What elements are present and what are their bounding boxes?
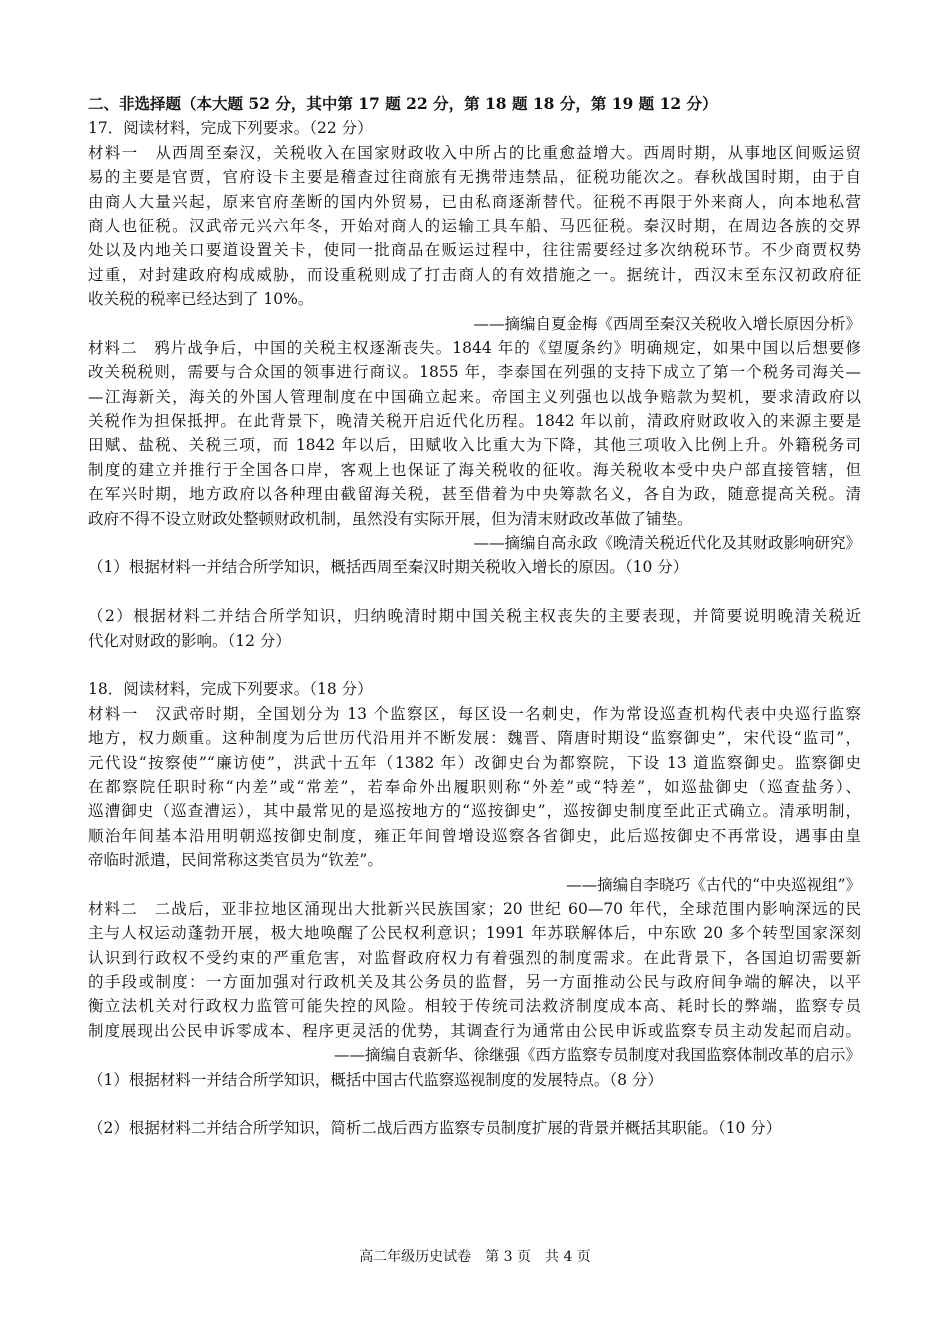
q17-material-2-source: ——摘编自高永政《晚清关税近代化及其财政影响研究》 [473,534,861,553]
paragraph-line: 商人也征税。汉武帝元兴六年冬，开始对商人的运输工具车船、马匹征税。秦汉时期，在周边各族的交界 [88,216,861,235]
q18-material-1 [88,702,861,873]
paragraph-line: 材料一 从西周至秦汉，关税收入在国家财政收入中所占的比重愈益增大。西周时期，从事地区间贩运贸 [88,143,861,162]
paragraph-line: 在都察院任职时称“内差”或“常差”，若奉命外出履职则称“外差”或“特差”，如巡盐御史（巡查盐务）、 [88,777,861,796]
paragraph-line: —江海新关，海关的外国人管理制度在中国确立起来。帝国主义列强也以战争赔款为契机，要求清政府以 [88,387,861,406]
paragraph-line: 制度展现出公民申诉零成本、程序更灵活的优势，其调查行为通常由公民申诉或监察专员主动发起而启动。 [88,1021,861,1040]
paragraph-line: 由商人大量兴起，原来官府垄断的国内外贸易，已由私商逐渐替代。征税不再限于外来商人，向本地私营 [88,192,861,211]
q17-intro: 17．阅读材料，完成下列要求。（22 分） [88,119,373,138]
paragraph-line: 政府不得不设立财政处整顿财政机制，虽然没有实际开展，但为清末财政改革做了铺垫。 [88,509,693,528]
q17-material-1 [88,141,861,312]
paragraph-line: 主与人权运动蓬勃开展，极大地唤醒了公民权利意识；1991 年苏联解体后，中东欧 20 多个转型国家深刻 [88,924,861,943]
question-line: 代化对财政的影响。（12 分） [88,631,291,650]
paragraph-line: 在军兴时期，地方政府以各种理由截留海关税，甚至借着为中央筹款名义，各自为政，随意提高关税。清 [88,485,861,504]
q18-material-1-source: ——摘编自李晓巧《古代的“中央巡视组”》 [566,875,861,894]
exam-page [88,92,861,1141]
question-line: （2）根据材料二并结合所学知识，归纳晚清时期中国关税主权丧失的主要表现，并简要说明晚清关税近 [88,607,861,626]
q18-intro: 18．阅读材料，完成下列要求。（18 分） [88,680,373,699]
paragraph-line: 认识到行政权不受约束的严重危害，对监督政府权力有着强烈的制度需求。在此背景下，各国迫切需要新 [88,948,861,967]
paragraph-line: 过重，对封建政府构成威胁，而设重税则成了打击商人的有效措施之一。据统计，西汉末至东汉初政府征 [88,265,861,284]
paragraph-line: 的手段或制度：一方面加强对行政机关及其公务员的监督，另一方面推动公民与政府间争端的解决，以平 [88,973,861,992]
q17-question-1: （1）根据材料一并结合所学知识，概括西周至秦汉时期关税收入增长的原因。（10 分） [88,558,689,577]
paragraph-line: 材料二 二战后，亚非拉地区涌现出大批新兴民族国家；20 世纪 60—70 年代，全球范围内影响深远的民 [88,899,861,918]
q18-material-2 [88,897,861,1043]
page-footer: 高二年级历史试卷 第 3 页 共 4 页 [359,1249,591,1265]
paragraph-line: 制度的建立并推行于全国各口岸，客观上也保证了海关税收的征收。海关税收本受中央户部直接管辖，但 [88,460,861,479]
paragraph-line: 顺治年间基本沿用明朝巡按御史制度，雍正年间曾增设巡察各省御史，此后巡按御史不再常设，遇事由皇 [88,826,861,845]
section-heading: 二、非选择题（本大题 52 分，其中第 17 题 22 分，第 18 题 18 分，第 19 题 12 分） [88,94,718,113]
q17-material-1-source: ——摘编自夏金梅《西周至秦汉关税收入增长原因分析》 [473,314,861,333]
paragraph-line: 地方，权力颇重。这种制度为后世历代沿用并不断发展：魏晋、隋唐时期设“监察御史”，宋代设“监司”， [88,729,861,748]
q18-question-2: （2）根据材料二并结合所学知识，简析二战后西方监察专员制度扩展的背景并概括其职能。（10 分） [88,1119,782,1138]
paragraph-line: 改关税税则，需要与合众国的领事进行商议。1855 年，李泰国在列强的支持下成立了第一个税务司海关— [88,363,861,382]
paragraph-line: 处以及内地关口要道设置关卡，使同一批商品在贩运过程中，往往需要经过多次纳税环节。不少商贾权势 [88,241,861,260]
paragraph-line: 帝临时派遣，民间常称这类官员为“钦差”。 [88,851,383,870]
paragraph-line: 材料一 汉武帝时期，全国划分为 13 个监察区，每区设一名刺史，作为常设巡查机构代表中央巡行监察 [88,704,861,723]
paragraph-line: 收关税的税率已经达到了 10%。 [88,290,314,309]
q17-material-2 [88,336,861,531]
paragraph-line: 材料二 鸦片战争后，中国的关税主权逐渐丧失。1844 年的《望厦条约》明确规定，如果中国以后想要修 [88,338,861,357]
q18-question-1: （1）根据材料一并结合所学知识，概括中国古代监察巡视制度的发展特点。（8 分） [88,1070,663,1089]
paragraph-line: 元代设“按察使”“廉访使”，洪武十五年（1382 年）改御史台为都察院，下设 13 道监察御史。监察御史 [88,753,861,772]
q17-question-2 [88,604,861,653]
paragraph-line: 田赋、盐税、关税三项，而 1842 年以后，田赋收入比重大为下降，其他三项收入比例上升。外籍税务司 [88,436,861,455]
paragraph-line: 易的主要是官贾，官府设卡主要是稽查过往商旅有无携带违禁品，征税功能次之。春秋战国时期，由于自 [88,168,861,187]
q18-material-2-source: ——摘编自袁新华、徐继强《西方监察专员制度对我国监察体制改革的启示》 [333,1046,861,1065]
paragraph-line: 关税作为担保抵押。在此背景下，晚清关税开启近代化历程。1842 年以前，清政府财政收入的来源主要是 [88,412,861,431]
paragraph-line: 巡漕御史（巡查漕运），其中最常见的是巡按地方的“巡按御史”，巡按御史制度至此正式确立。清承明制， [88,802,861,821]
paragraph-line: 衡立法机关对行政权力监管可能失控的风险。相较于传统司法救济制度成本高、耗时长的弊端，监察专员 [88,997,861,1016]
